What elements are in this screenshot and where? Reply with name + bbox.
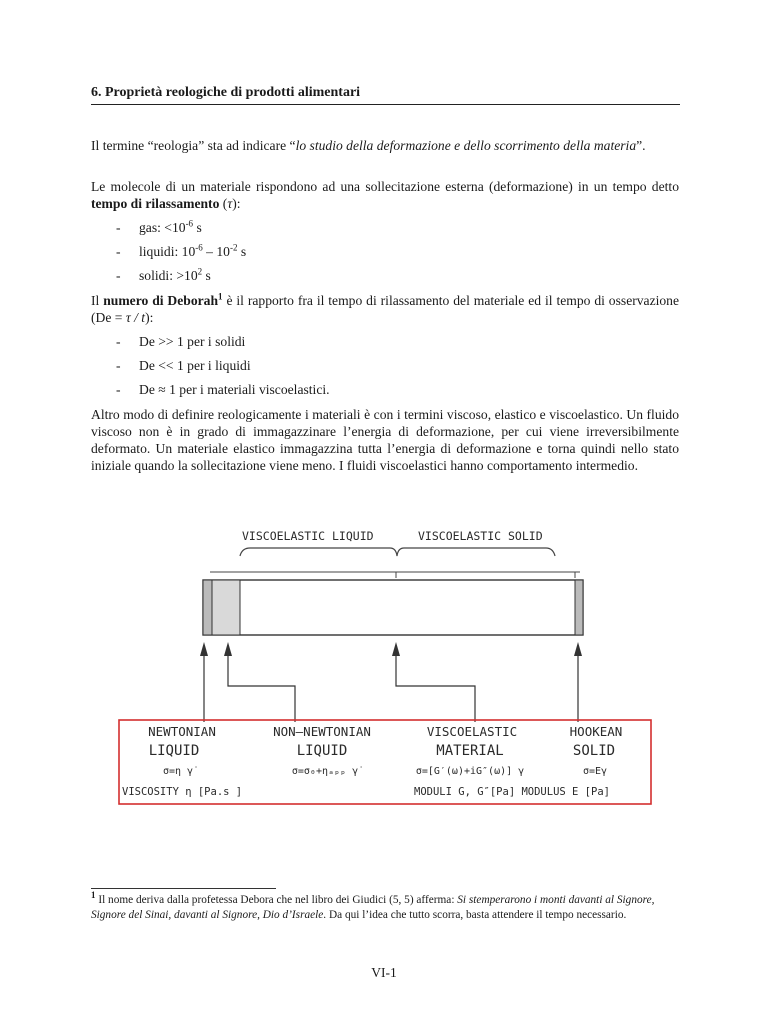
relax-item-exp2: -2 bbox=[229, 242, 238, 253]
page-number: VI-1 bbox=[371, 965, 397, 980]
relax-paren-close: ): bbox=[232, 196, 241, 211]
footnote-quote: Si stemperarono i monti davanti al Signore, Signore del Sinai, davanti al Signore, Dio d’Israele bbox=[91, 894, 655, 921]
arrows bbox=[204, 654, 578, 722]
newtonian-label: NEWTONIAN bbox=[148, 724, 216, 739]
arrowhead bbox=[392, 642, 400, 656]
deborah-item: - De ≈ 1 per i materiali viscoelastici. bbox=[116, 382, 330, 397]
hatch-right bbox=[575, 580, 583, 635]
arrowhead bbox=[224, 642, 232, 656]
footnote-number: 1 bbox=[91, 890, 96, 901]
arrowhead bbox=[200, 642, 208, 656]
deborah-item-text: De >> 1 per i solidi bbox=[139, 334, 246, 349]
relax-item-solids: - solidi: $>10^2$ s bbox=[116, 266, 211, 283]
relax-term: tempo di rilassamento bbox=[91, 196, 220, 211]
material-bar bbox=[203, 580, 583, 635]
relax-item-unit: s bbox=[193, 220, 202, 235]
footnote-text: Il nome deriva dalla profetessa Debora che nel libro dei Giudici (5, 5) afferma: bbox=[95, 894, 458, 906]
hatch-left bbox=[203, 580, 212, 635]
hookean-solid-label: SOLID bbox=[572, 743, 616, 759]
intro-prefix: Il termine “reologia” sta ad indicare “ bbox=[91, 138, 296, 153]
dotted-region bbox=[212, 580, 240, 635]
relax-item-exp: -6 bbox=[195, 242, 203, 253]
deborah-term: numero di Deborah bbox=[103, 293, 219, 308]
deborah-suffix: ): bbox=[145, 310, 154, 325]
relax-item-label: gas: <10 bbox=[139, 220, 186, 235]
arrowhead bbox=[574, 642, 582, 656]
relax-item-unit: s bbox=[237, 244, 247, 259]
deborah-formula: τ / t bbox=[125, 310, 146, 325]
tau-symbol: τ bbox=[227, 196, 233, 211]
relax-item-gas: - gas: $<10^{-6}$ s bbox=[116, 218, 202, 235]
intro-paragraph bbox=[91, 137, 679, 154]
arrowheads bbox=[200, 642, 582, 656]
top-brace bbox=[240, 548, 555, 556]
arrow-non-newtonian bbox=[228, 654, 295, 722]
newtonian-equation: σ=η γ̇ bbox=[162, 766, 194, 777]
viscoelastic-label: VISCOELASTIC bbox=[426, 724, 518, 739]
viscoelastic-equation: σ=[G′(ω)+iG″(ω)] γ bbox=[415, 766, 525, 777]
relaxation-paragraph bbox=[91, 178, 679, 212]
relax-paren-open: ( bbox=[219, 196, 228, 211]
deborah-item: - De << 1 per i liquidi bbox=[116, 358, 251, 373]
intro-suffix: ”. bbox=[636, 138, 646, 153]
viscoelastic-solid-label: VISCOELASTIC SOLID bbox=[418, 529, 543, 543]
relax-item-exp: -6 bbox=[185, 218, 194, 229]
relax-item-label: solidi: >10 bbox=[139, 268, 198, 283]
intro-quote: lo studio della deformazione e dello scorrimento della materia bbox=[295, 138, 637, 153]
deborah-prefix: Il bbox=[91, 293, 104, 308]
relax-item-label: liquidi: 10 bbox=[139, 244, 196, 259]
arrow-viscoelastic bbox=[396, 654, 475, 722]
deborah-item-text: De ≈ 1 per i materiali viscoelastici. bbox=[139, 382, 330, 397]
relax-item-mid: – 10 bbox=[202, 244, 230, 259]
relax-item-liquids: - liquidi: $10^{-6} - 10^{-2}$ s bbox=[116, 242, 247, 259]
viscoelastic-liquid-label: VISCOELASTIC LIQUID bbox=[242, 529, 374, 543]
moduli-label: MODULI G, G″[Pa] MODULUS E [Pa] bbox=[414, 786, 610, 798]
footnote bbox=[91, 890, 681, 923]
hookean-equation: σ=Eγ bbox=[582, 766, 608, 777]
rheology-diagram bbox=[90, 512, 680, 807]
non-newtonian-equation: σ=σ₀+ηₐₚₚ γ̇ bbox=[291, 766, 359, 777]
newtonian-liquid-label: LIQUID bbox=[148, 743, 200, 759]
relax-item-exp: 2 bbox=[197, 266, 203, 277]
non-newtonian-liquid-label: LIQUID bbox=[296, 743, 348, 759]
page-title: 6. Proprietà reologiche di prodotti alimentari bbox=[91, 85, 680, 105]
relax-item-unit: s bbox=[202, 268, 211, 283]
deborah-paragraph bbox=[91, 292, 679, 326]
deborah-item-text: De << 1 per i liquidi bbox=[139, 358, 251, 373]
deborah-item: - De >> 1 per i solidi bbox=[116, 334, 246, 349]
hookean-label: HOOKEAN bbox=[569, 724, 623, 739]
category-labels bbox=[148, 724, 622, 777]
relax-text: Le molecole di un materiale rispondono ad una sollecitazione esterna (deformazione) in un tempo detto bbox=[91, 179, 679, 194]
non-newtonian-label: NON—NEWTONIAN bbox=[273, 724, 371, 739]
definition-paragraph: Altro modo di definire reologicamente i materiali è con i termini viscoso, elastico e viscoelastico. Un fluido viscoso non è in grado di immagazzinare l’energia di deformazione, per cui viene irreversibilmente deformato. Un materiale elastico immagazzina tutta l’energia di deformazione e torna quindi nello stato iniziale quando la sollecitazione viene meno. I fluidi viscoelastici hanno comportamento intermedio. bbox=[91, 407, 679, 473]
footnote-text-end: . Da qui l’idea che tutto scorra, basta attendere il tempo necessario. bbox=[323, 909, 627, 921]
footnote-rule bbox=[91, 888, 276, 889]
viscosity-label: VISCOSITY η [Pa.s ] bbox=[122, 786, 243, 798]
deborah-text: è il rapporto fra il tempo di rilassamento del materiale ed il tempo di osservazione (De = bbox=[91, 293, 680, 325]
viscoelastic-material-label: MATERIAL bbox=[436, 743, 504, 759]
footnote-ref: 1 bbox=[218, 291, 223, 302]
